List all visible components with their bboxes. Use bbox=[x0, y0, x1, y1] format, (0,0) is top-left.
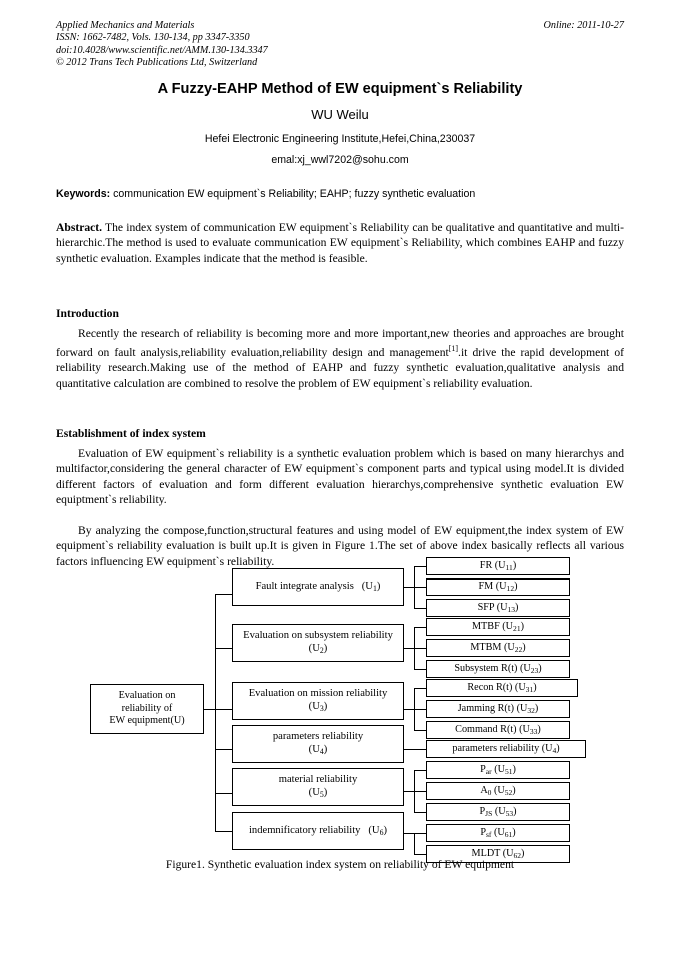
connector-u5-c3 bbox=[414, 812, 426, 813]
connector-u6-bus bbox=[414, 833, 415, 854]
leaf-u23-label: Subsystem R(t) $(U_{23})$ bbox=[454, 662, 542, 675]
leaf-u31-label: Recon R(t) $(U_{31})$ bbox=[467, 681, 537, 694]
leaf-u21-label: MTBF $(U_{21})$ bbox=[472, 620, 524, 633]
connector-u6-out bbox=[404, 833, 414, 834]
establishment-paragraph-1: Evaluation of EW equipment`s reliability is a synthetic evaluation problem which is based on many hierarchys and multifactor,considering the general character of EW equipment`s component parts and typical using model.It is divided different factors of evaluation and form different evaluation hierarchys,comprehensive synthetic evaluation EW equiptment`s reliability. bbox=[56, 447, 624, 506]
leaf-u52-label: $A_0$ $(U_{52})$ bbox=[480, 784, 516, 797]
author-affiliation: Hefei Electronic Engineering Institute,Hefei,China,230037 bbox=[204, 133, 476, 145]
keywords-value: communication EW equipment`s Reliability; EAHP; fuzzy synthetic evaluation bbox=[110, 188, 476, 200]
node-u6-label: indemnificatory reliability bbox=[248, 824, 361, 836]
leaf-u13-label: SFP $(U_{13})$ bbox=[477, 601, 519, 614]
diagram-leaf-u12 bbox=[426, 578, 570, 596]
leaf-u11-label: FR $(U_{11})$ bbox=[479, 559, 517, 572]
leaf-u62-label: MLDT $(U_{62})$ bbox=[471, 847, 525, 860]
root-line-3: EW equipment(U) bbox=[109, 715, 185, 727]
node-u5-code: $(U_5)$ bbox=[308, 787, 328, 800]
connector-u1-c2 bbox=[414, 587, 426, 588]
author-email: emal:xj_wwl7202@sohu.com bbox=[271, 154, 409, 166]
leaf-u33-label: Command R(t) $(U_{33})$ bbox=[455, 723, 541, 736]
intro-text-before-ref: Recently the research of reliability is becoming more and more important,new theories and approaches are brought forward on fault analysis,reliability evaluation,reliability design and management bbox=[56, 327, 624, 360]
diagram-node-u3 bbox=[232, 682, 404, 720]
diagram-leaf-u33 bbox=[426, 721, 570, 739]
node-u2-label: Evaluation on subsystem reliability bbox=[243, 630, 393, 642]
leaf-u12-label: FM $(U_{12})$ bbox=[478, 581, 518, 594]
journal-copyright: © 2012 Trans Tech Publications Ltd, Switzerland bbox=[56, 57, 258, 69]
connector-u1-c1 bbox=[414, 566, 426, 567]
abstract-paragraph bbox=[56, 220, 624, 266]
section-heading-establishment: Establishment of index system bbox=[56, 427, 206, 440]
diagram-leaf-u4 bbox=[426, 740, 586, 758]
connector-u5-c1 bbox=[414, 770, 426, 771]
diagram-leaf-u13 bbox=[426, 599, 570, 617]
section-heading-introduction: Introduction bbox=[56, 307, 119, 320]
node-u3-code: $(U_3)$ bbox=[308, 701, 328, 714]
leaf-u61-label: $P_{sf}$ $(U_{61})$ bbox=[480, 826, 516, 839]
diagram-node-u6 bbox=[232, 812, 404, 850]
node-u1-code: $(U_1)$ bbox=[361, 580, 381, 593]
connector-u6-c2 bbox=[414, 854, 426, 855]
diagram-node-u5 bbox=[232, 768, 404, 806]
node-u5-label: material reliability bbox=[278, 774, 358, 786]
journal-online-date: Online: 2011-10-27 bbox=[543, 20, 624, 31]
connector-spine-u2 bbox=[215, 648, 232, 649]
diagram-leaf-u51 bbox=[426, 761, 570, 779]
connector-spine-u3 bbox=[215, 709, 232, 710]
node-u4-code: $(U_4)$ bbox=[308, 744, 328, 757]
diagram-leaf-u32 bbox=[426, 700, 570, 718]
diagram-node-u1 bbox=[232, 568, 404, 606]
diagram-leaf-u52 bbox=[426, 782, 570, 800]
author-name: WU Weilu bbox=[311, 107, 369, 122]
leaf-u53-label: $P_{JS}$ $(U_{53})$ bbox=[479, 805, 517, 818]
abstract-text: The index system of communication EW equipment`s Reliability can be qualitative and quantitative and multi-hierarchic.The method is used to evaluate communication EW equipment`s Reliability, which combines EAHP and fuzzy synthetic evaluation. Examples indicate that the method is feasible. bbox=[56, 221, 624, 265]
root-line-1: Evaluation on bbox=[118, 690, 176, 702]
keywords-label: Keywords: bbox=[56, 188, 111, 200]
intro-text-after-ref: .it drive the rapid development of reliability research.Making use of the method of EAHP and fuzzy synthetic evaluation,qualitative analysis and quantitative calculation are combined to resolve the problem of EW equipment`s reliability evaluation. bbox=[56, 346, 624, 390]
leaf-u32-label: Jamming R(t) $(U_{32})$ bbox=[457, 702, 539, 715]
diagram-leaf-u11 bbox=[426, 557, 570, 575]
node-u4-label: parameters reliability bbox=[272, 731, 364, 743]
journal-doi: doi:10.4028/www.scientific.net/AMM.130-134.3347 bbox=[56, 44, 268, 56]
connector-u2-c1 bbox=[414, 627, 426, 628]
connector-u3-c3 bbox=[414, 730, 426, 731]
node-u6-code: $(U_6)$ bbox=[368, 824, 388, 837]
leaf-u51-label: $P_{ar}$ $(U_{51})$ bbox=[480, 763, 516, 776]
diagram-leaf-u22 bbox=[426, 639, 570, 657]
leaf-u22-label: MTBM $(U_{22})$ bbox=[470, 641, 526, 654]
diagram-node-u2 bbox=[232, 624, 404, 662]
node-u3-label: Evaluation on mission reliability bbox=[248, 688, 388, 700]
connector-u3-c2 bbox=[414, 709, 426, 710]
diagram-leaf-u31 bbox=[426, 679, 578, 697]
abstract-label: Abstract. bbox=[56, 221, 103, 234]
diagram-leaf-u23 bbox=[426, 660, 570, 678]
connector-spine-u6 bbox=[215, 831, 232, 832]
journal-issn: ISSN: 1662-7482, Vols. 130-134, pp 3347-3350 bbox=[56, 32, 250, 44]
connector-spine-u1 bbox=[215, 594, 232, 595]
connector-u5-c2 bbox=[414, 791, 426, 792]
connector-level1-spine bbox=[215, 594, 216, 831]
figure-caption: Figure1. Synthetic evaluation index system on reliability of EW equipment bbox=[165, 858, 515, 871]
diagram-node-u4 bbox=[232, 725, 404, 763]
node-u2-code: $(U_2)$ bbox=[308, 643, 328, 656]
citation-ref-1: [1] bbox=[448, 344, 459, 354]
connector-u3-out bbox=[404, 709, 414, 710]
diagram-leaf-u61 bbox=[426, 824, 570, 842]
connector-spine-u4 bbox=[215, 749, 232, 750]
connector-u2-c3 bbox=[414, 669, 426, 670]
diagram-leaf-u21 bbox=[426, 618, 570, 636]
journal-header bbox=[56, 20, 624, 70]
connector-u2-out bbox=[404, 648, 414, 649]
connector-u3-c1 bbox=[414, 688, 426, 689]
keywords-line bbox=[56, 188, 624, 200]
diagram-leaf-u53 bbox=[426, 803, 570, 821]
connector-u2-c2 bbox=[414, 648, 426, 649]
root-line-2: reliability of bbox=[121, 702, 173, 714]
connector-u1-c3 bbox=[414, 608, 426, 609]
connector-u1-out bbox=[404, 587, 414, 588]
journal-name: Applied Mechanics and Materials bbox=[56, 20, 195, 31]
connector-spine-u5 bbox=[215, 793, 232, 794]
introduction-paragraph bbox=[56, 326, 624, 391]
establishment-paragraph-2: By analyzing the compose,function,structural features and using model of EW equipment,the index system of EW equipment`s reliability evaluation is built up.It is given in Figure 1.The set of above index basically reflects all various factors influencing EW equipment`s reliability. bbox=[56, 524, 624, 568]
connector-u6-c1 bbox=[414, 833, 426, 834]
connector-u4-out bbox=[404, 749, 426, 750]
diagram-root-node bbox=[90, 684, 204, 734]
page-title: A Fuzzy-EAHP Method of EW equipment`s Reliability bbox=[157, 81, 523, 97]
connector-u5-out bbox=[404, 791, 414, 792]
leaf-u4-label: parameters reliability $(U_4)$ bbox=[452, 742, 560, 755]
node-u1-label: Fault integrate analysis bbox=[255, 580, 354, 592]
figure-index-system-diagram bbox=[0, 556, 678, 860]
